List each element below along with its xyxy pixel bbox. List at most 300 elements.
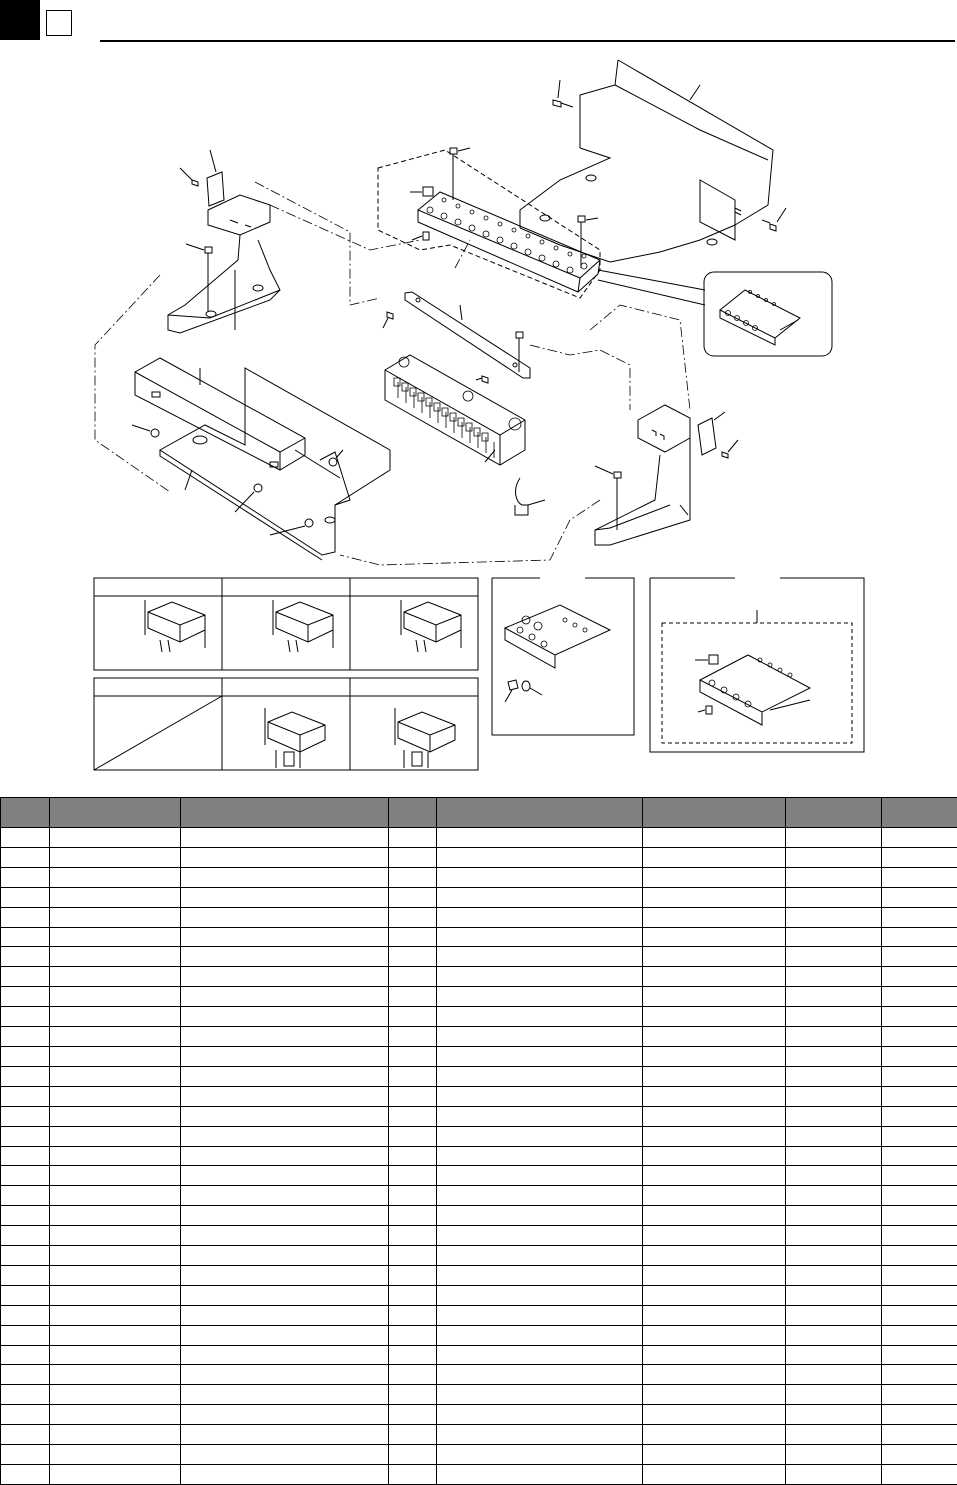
table-cell xyxy=(181,967,389,987)
bracket-variant-3 xyxy=(401,600,461,652)
table-cell xyxy=(181,867,389,887)
table-row xyxy=(1,947,957,967)
table-cell xyxy=(50,1265,181,1285)
table-row xyxy=(1,907,957,927)
table-cell xyxy=(786,1365,882,1385)
table-cell xyxy=(181,828,389,848)
table-cell xyxy=(181,1007,389,1027)
table-cell xyxy=(50,1126,181,1146)
table-cell xyxy=(786,1146,882,1166)
table-cell xyxy=(50,967,181,987)
screw-icon xyxy=(762,208,786,231)
table-cell xyxy=(437,1325,643,1345)
table-cell xyxy=(389,887,437,907)
table-cell xyxy=(437,1226,643,1246)
table-cell xyxy=(786,1385,882,1405)
table-cell xyxy=(1,1106,50,1126)
table-cell xyxy=(389,1285,437,1305)
table-cell xyxy=(181,1285,389,1305)
table-cell xyxy=(50,907,181,927)
table-cell xyxy=(643,887,786,907)
bracket-variant-4 xyxy=(265,708,325,768)
bracket-variant-5 xyxy=(395,708,455,768)
table-cell xyxy=(50,1285,181,1305)
table-cell xyxy=(643,1325,786,1345)
table-cell xyxy=(181,1206,389,1226)
table-cell xyxy=(786,887,882,907)
table-row xyxy=(1,1186,957,1206)
table-row xyxy=(1,1246,957,1266)
table-cell xyxy=(50,1305,181,1325)
table-cell xyxy=(50,847,181,867)
table-cell xyxy=(181,1046,389,1066)
table-cell xyxy=(181,1265,389,1285)
table-cell xyxy=(1,1265,50,1285)
table-cell xyxy=(50,887,181,907)
table-cell xyxy=(50,1106,181,1126)
table-row xyxy=(1,1425,957,1445)
table-cell xyxy=(643,1106,786,1126)
table-cell xyxy=(1,987,50,1007)
table-cell xyxy=(786,1166,882,1186)
table-cell xyxy=(786,1086,882,1106)
detail-panel-a xyxy=(492,578,634,735)
table-cell xyxy=(882,1345,957,1365)
table-cell xyxy=(1,1246,50,1266)
table-cell xyxy=(882,1086,957,1106)
header-cell xyxy=(181,798,389,828)
table-cell xyxy=(786,1046,882,1066)
table-row xyxy=(1,1007,957,1027)
table-cell xyxy=(1,1445,50,1465)
table-cell xyxy=(1,1405,50,1425)
table-cell xyxy=(882,828,957,848)
table-cell xyxy=(181,1226,389,1246)
table-cell xyxy=(643,1126,786,1146)
table-cell xyxy=(437,1246,643,1266)
table-cell xyxy=(50,1365,181,1385)
table-cell xyxy=(786,907,882,927)
table-cell xyxy=(1,1325,50,1345)
table-cell xyxy=(389,1445,437,1465)
table-cell xyxy=(389,1345,437,1365)
screw-icon xyxy=(722,440,738,458)
table-cell xyxy=(882,1405,957,1425)
table-cell xyxy=(437,1007,643,1027)
table-cell xyxy=(437,1126,643,1146)
cover-plate xyxy=(520,60,773,262)
table-cell xyxy=(181,1405,389,1425)
table-cell xyxy=(1,847,50,867)
table-row xyxy=(1,1226,957,1246)
table-cell xyxy=(1,1305,50,1325)
table-cell xyxy=(1,1345,50,1365)
table-cell xyxy=(50,1166,181,1186)
table-cell xyxy=(882,1445,957,1465)
table-cell xyxy=(437,907,643,927)
table-cell xyxy=(882,1066,957,1086)
table-cell xyxy=(437,867,643,887)
table-cell xyxy=(882,1285,957,1305)
table-body xyxy=(1,828,957,1485)
table-cell xyxy=(50,1345,181,1365)
table-cell xyxy=(1,1066,50,1086)
cap-screw-icon xyxy=(450,148,470,200)
table-cell xyxy=(50,927,181,947)
table-cell xyxy=(643,967,786,987)
table-cell xyxy=(786,1425,882,1445)
table-cell xyxy=(50,1066,181,1086)
table-cell xyxy=(389,927,437,947)
table-cell xyxy=(181,1425,389,1445)
table-cell xyxy=(181,1166,389,1186)
table-cell xyxy=(389,867,437,887)
table-cell xyxy=(181,947,389,967)
table-cell xyxy=(786,1265,882,1285)
table-row xyxy=(1,1305,957,1325)
table-cell xyxy=(389,1186,437,1206)
assembly-line xyxy=(95,182,690,565)
table-cell xyxy=(786,1206,882,1226)
header-cell xyxy=(437,798,643,828)
table-row xyxy=(1,1465,957,1485)
table-cell xyxy=(437,1066,643,1086)
table-cell xyxy=(643,907,786,927)
table-cell xyxy=(437,1285,643,1305)
table-cell xyxy=(181,1445,389,1465)
table-cell xyxy=(437,1186,643,1206)
fitting-icon xyxy=(412,232,429,240)
table-cell xyxy=(1,1206,50,1226)
right-bracket xyxy=(595,405,690,545)
table-cell xyxy=(786,1345,882,1365)
header-cell xyxy=(50,798,181,828)
table-cell xyxy=(786,947,882,967)
table-cell xyxy=(786,1007,882,1027)
cap-screw-icon xyxy=(186,244,212,312)
table-cell xyxy=(643,1445,786,1465)
table-cell xyxy=(882,1465,957,1485)
table-cell xyxy=(1,867,50,887)
table-cell xyxy=(181,887,389,907)
table-cell xyxy=(643,1425,786,1445)
table-cell xyxy=(437,1365,643,1385)
table-cell xyxy=(643,1206,786,1226)
table-cell xyxy=(882,1425,957,1445)
table-row xyxy=(1,1265,957,1285)
parts-list-table xyxy=(0,797,957,1485)
table-cell xyxy=(882,1206,957,1226)
table-cell xyxy=(181,1027,389,1047)
table-cell xyxy=(437,828,643,848)
table-cell xyxy=(643,828,786,848)
table-cell xyxy=(389,1126,437,1146)
table-cell xyxy=(643,1086,786,1106)
table-cell xyxy=(1,887,50,907)
table-cell xyxy=(786,1305,882,1325)
gasket-icon xyxy=(207,150,224,206)
table-row xyxy=(1,1086,957,1106)
table-cell xyxy=(437,1106,643,1126)
table-row xyxy=(1,1385,957,1405)
table-cell xyxy=(882,947,957,967)
table-row xyxy=(1,1445,957,1465)
table-cell xyxy=(437,1385,643,1405)
table-cell xyxy=(437,1405,643,1425)
table-cell xyxy=(437,1305,643,1325)
table-cell xyxy=(437,987,643,1007)
table-cell xyxy=(50,828,181,848)
table-cell xyxy=(786,828,882,848)
table-cell xyxy=(389,1305,437,1325)
table-cell xyxy=(643,1186,786,1206)
table-cell xyxy=(181,1246,389,1266)
table-cell xyxy=(389,1265,437,1285)
table-row xyxy=(1,1166,957,1186)
table-cell xyxy=(1,1226,50,1246)
table-cell xyxy=(643,1246,786,1266)
table-cell xyxy=(786,1405,882,1425)
table-cell xyxy=(181,1325,389,1345)
header-cell xyxy=(786,798,882,828)
table-cell xyxy=(1,907,50,927)
screw-icon xyxy=(180,168,198,186)
table-row xyxy=(1,828,957,848)
table-cell xyxy=(882,1007,957,1027)
screw-icon xyxy=(383,312,393,328)
table-cell xyxy=(882,1265,957,1285)
screw-icon xyxy=(476,376,488,383)
table-cell xyxy=(786,1106,882,1126)
table-row xyxy=(1,1345,957,1365)
left-bracket xyxy=(168,195,280,333)
manifold-block xyxy=(378,150,600,298)
table-cell xyxy=(1,1385,50,1405)
table-cell xyxy=(50,1325,181,1345)
table-cell xyxy=(882,1027,957,1047)
solenoid-valve-row xyxy=(385,355,525,465)
table-cell xyxy=(389,1405,437,1425)
table-row xyxy=(1,967,957,987)
table-cell xyxy=(389,947,437,967)
variant-grid xyxy=(94,578,478,770)
table-cell xyxy=(882,1126,957,1146)
plug-icon xyxy=(410,187,433,196)
cable-clamp-icon xyxy=(515,478,545,515)
table-cell xyxy=(1,1425,50,1445)
table-cell xyxy=(882,907,957,927)
table-cell xyxy=(882,1305,957,1325)
table-cell xyxy=(882,1325,957,1345)
header-cell xyxy=(643,798,786,828)
table-cell xyxy=(50,1226,181,1246)
table-cell xyxy=(786,1445,882,1465)
table-cell xyxy=(786,1325,882,1345)
table-cell xyxy=(643,1066,786,1086)
table-row xyxy=(1,867,957,887)
table-cell xyxy=(181,1186,389,1206)
table-cell xyxy=(389,1046,437,1066)
table-cell xyxy=(389,1086,437,1106)
table-cell xyxy=(882,1186,957,1206)
table-cell xyxy=(181,1086,389,1106)
table-cell xyxy=(643,1405,786,1425)
table-cell xyxy=(1,828,50,848)
table-cell xyxy=(786,967,882,987)
table-cell xyxy=(181,1365,389,1385)
table-header-row xyxy=(1,798,957,828)
table-cell xyxy=(50,1445,181,1465)
table-cell xyxy=(389,1246,437,1266)
gasket-icon xyxy=(698,412,725,455)
table-cell xyxy=(1,927,50,947)
table-cell xyxy=(50,1007,181,1027)
base-plate xyxy=(160,368,390,560)
cap-screw-icon xyxy=(578,216,598,268)
table-cell xyxy=(1,1146,50,1166)
table-cell xyxy=(181,907,389,927)
table-cell xyxy=(643,1385,786,1405)
table-cell xyxy=(882,887,957,907)
table-cell xyxy=(643,1265,786,1285)
table-cell xyxy=(389,1425,437,1445)
table-cell xyxy=(50,1046,181,1066)
table-cell xyxy=(389,907,437,927)
table-cell xyxy=(389,1146,437,1166)
table-cell xyxy=(786,927,882,947)
table-cell xyxy=(181,927,389,947)
table-cell xyxy=(643,1305,786,1325)
table-row xyxy=(1,927,957,947)
table-cell xyxy=(437,1146,643,1166)
table-cell xyxy=(50,1246,181,1266)
table-cell xyxy=(389,967,437,987)
table-cell xyxy=(643,1046,786,1066)
table-cell xyxy=(1,1465,50,1485)
table-cell xyxy=(437,1445,643,1465)
table-cell xyxy=(1,967,50,987)
table-cell xyxy=(50,1385,181,1405)
bracket-variant-1 xyxy=(145,600,205,652)
table-row xyxy=(1,1126,957,1146)
table-cell xyxy=(437,1166,643,1186)
table-cell xyxy=(643,1007,786,1027)
table-cell xyxy=(882,987,957,1007)
table-cell xyxy=(389,1106,437,1126)
table-cell xyxy=(882,867,957,887)
table-cell xyxy=(389,1166,437,1186)
table-cell xyxy=(786,1226,882,1246)
table-row xyxy=(1,1046,957,1066)
detail-balloon xyxy=(704,272,832,356)
table-row xyxy=(1,1285,957,1305)
table-cell xyxy=(786,1186,882,1206)
table-row xyxy=(1,1206,957,1226)
table-cell xyxy=(181,1345,389,1365)
table-cell xyxy=(389,1206,437,1226)
screw-icon xyxy=(132,425,159,437)
table-cell xyxy=(437,1425,643,1445)
table-cell xyxy=(786,867,882,887)
table-cell xyxy=(181,1146,389,1166)
table-cell xyxy=(181,1385,389,1405)
table-cell xyxy=(882,1146,957,1166)
table-cell xyxy=(643,1285,786,1305)
table-cell xyxy=(1,1007,50,1027)
table-cell xyxy=(389,1325,437,1345)
table-cell xyxy=(181,1066,389,1086)
header-cell xyxy=(389,798,437,828)
table-cell xyxy=(643,987,786,1007)
table-cell xyxy=(181,1465,389,1485)
table-row xyxy=(1,1106,957,1126)
table-cell xyxy=(882,927,957,947)
table-cell xyxy=(389,987,437,1007)
table-cell xyxy=(437,1027,643,1047)
table-cell xyxy=(786,1066,882,1086)
table-cell xyxy=(643,1146,786,1166)
table-cell xyxy=(389,1007,437,1027)
screw-icon xyxy=(329,450,343,466)
table-cell xyxy=(786,987,882,1007)
table-cell xyxy=(882,1365,957,1385)
table-cell xyxy=(882,1046,957,1066)
table-row xyxy=(1,1027,957,1047)
table-cell xyxy=(786,1246,882,1266)
table-cell xyxy=(181,1305,389,1325)
table-cell xyxy=(1,1285,50,1305)
table-cell xyxy=(50,1186,181,1206)
header-cell xyxy=(1,798,50,828)
table-cell xyxy=(1,947,50,967)
table-cell xyxy=(1,1186,50,1206)
table-cell xyxy=(389,1385,437,1405)
table-cell xyxy=(181,987,389,1007)
table-cell xyxy=(437,847,643,867)
table-cell xyxy=(50,987,181,1007)
table-cell xyxy=(643,1027,786,1047)
table-cell xyxy=(437,887,643,907)
table-cell xyxy=(643,927,786,947)
table-cell xyxy=(786,1126,882,1146)
table-cell xyxy=(437,967,643,987)
table-row xyxy=(1,1146,957,1166)
screw-icon xyxy=(553,80,573,107)
table-cell xyxy=(437,1046,643,1066)
table-cell xyxy=(1,1027,50,1047)
table-cell xyxy=(50,1405,181,1425)
table-cell xyxy=(389,1066,437,1086)
table-cell xyxy=(786,847,882,867)
table-cell xyxy=(50,1086,181,1106)
table-row xyxy=(1,1066,957,1086)
table-cell xyxy=(437,947,643,967)
table-cell xyxy=(786,1465,882,1485)
table-cell xyxy=(50,947,181,967)
table-cell xyxy=(882,1226,957,1246)
table-cell xyxy=(181,1126,389,1146)
table-cell xyxy=(786,1285,882,1305)
table-cell xyxy=(643,947,786,967)
detail-panel-b xyxy=(650,578,864,752)
table-cell xyxy=(50,1027,181,1047)
table-row xyxy=(1,1365,957,1385)
table-cell xyxy=(1,1166,50,1186)
table-cell xyxy=(389,847,437,867)
table-cell xyxy=(389,1365,437,1385)
table-cell xyxy=(50,1465,181,1485)
table-cell xyxy=(643,1465,786,1485)
